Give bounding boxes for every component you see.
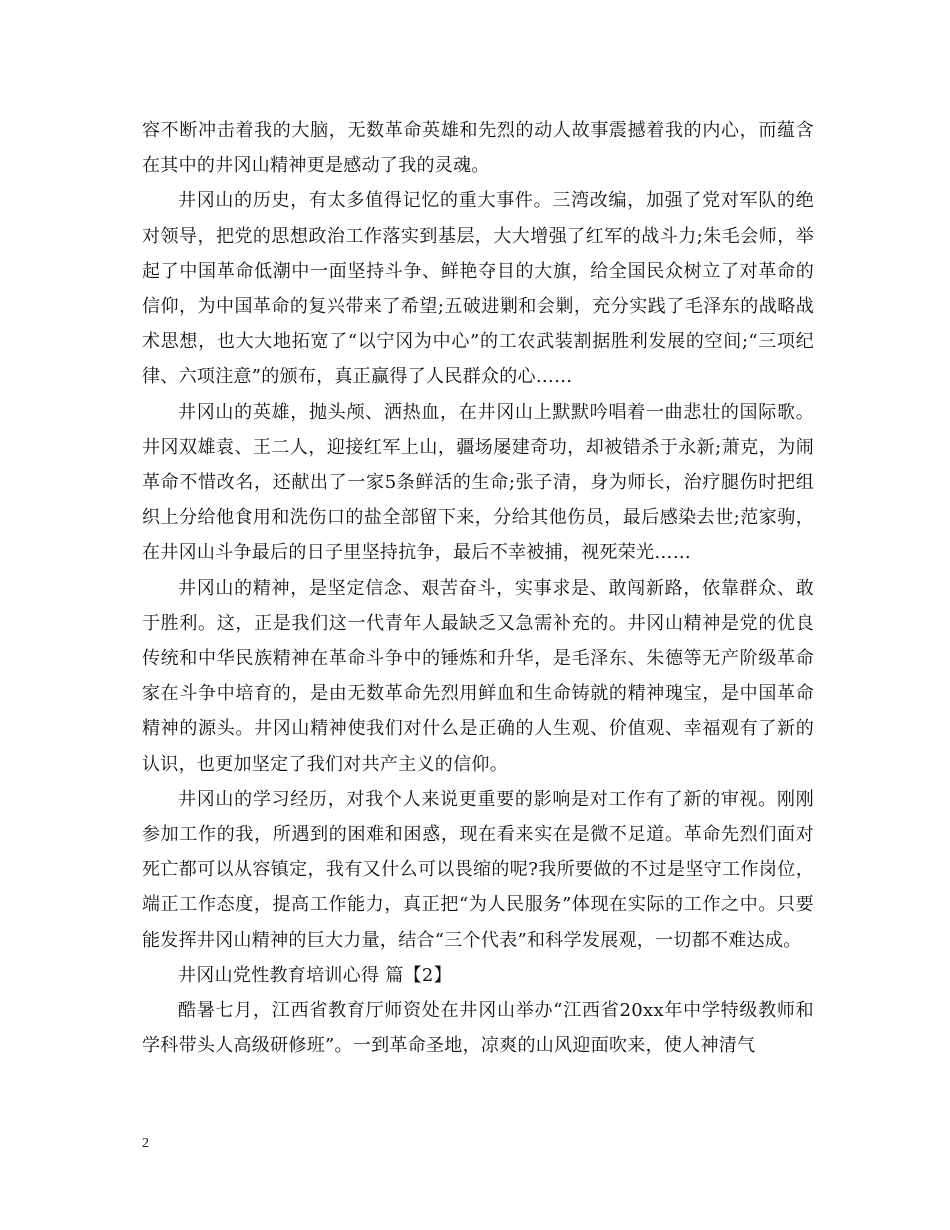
paragraph-study-experience: 井冈山的学习经历，对我个人来说更重要的影响是对工作有了新的审视。刚刚参加工作的我，所遇到的困难和困惑，现在看来实在是微不足道。革命先烈们面对死亡都可以从容镇定，我有又什么可以畏缩的呢?我所要做的不过是坚守工作岗位，端正工作态度，提高工作能力，真正把“为人民服务”体现在实际的工作之中。只要能发挥井冈山精神的巨大力量，结合“三个代表”和科学发展观，一切都不难达成。 — [142, 788, 814, 951]
paragraph-closing: 酷暑七月，江西省教育厅师资处在井冈山举办“江西省20xx年中学特级教师和学科带头人高级研修班”。一到革命圣地，凉爽的山风迎面吹来，使人神清气 — [142, 1000, 814, 1057]
document-body — [142, 113, 814, 1063]
page-number: 2 — [142, 1136, 149, 1151]
paragraph-spirit: 井冈山的精神，是坚定信念、艰苦奋斗，实事求是、敢闯新路，依靠群众、敢于胜利。这，正是我们这一代青年人最缺乏又急需补充的。井冈山精神是党的优良传统和中华民族精神在革命斗争中的锤炼和升华，是毛泽东、朱德等无产阶级革命家在斗争中培育的，是由无数革命先烈用鲜血和生命铸就的精神瑰宝，是中国革命精神的源头。井冈山精神使我们对什么是正确的人生观、价值观、幸福观有了新的认识，也更加坚定了我们对共产主义的信仰。 — [142, 577, 814, 775]
paragraph-history: 井冈山的历史，有太多值得记忆的重大事件。三湾改编，加强了党对军队的绝对领导，把党的思想政治工作落实到基层，大大增强了红军的战斗力;朱毛会师，举起了中国革命低潮中一面坚持斗争、鲜艳夺目的大旗，给全国民众树立了对革命的信仰，为中国革命的复兴带来了希望;五破进剿和会剿，充分实践了毛泽东的战略战术思想，也大大地拓宽了“以宁冈为中心”的工农武装割据胜利发展的空间;“三项纪律、六项注意”的颁布，真正赢得了人民群众的心…… — [142, 190, 814, 388]
paragraph-continuation: 容不断冲击着我的大脑，无数革命英雄和先烈的动人故事震撼着我的内心，而蕴含在其中的井冈山精神更是感动了我的灵魂。 — [142, 120, 814, 177]
section-heading: 井冈山党性教育培训心得 篇【2】 — [178, 964, 452, 986]
paragraph-heroes: 井冈山的英雄，抛头颅、洒热血，在井冈山上默默吟唱着一曲悲壮的国际歌。井冈双雄袁、王二人，迎接红军上山，疆场屡建奇功，却被错杀于永新;萧克，为闹革命不惜改名，还献出了一家5条鲜活的生命;张子清，身为师长，治疗腿伤时把组织上分给他食用和洗伤口的盐全部留下来，分给其他伤员，最后感染去世;范家驹，在井冈山斗争最后的日子里坚持抗争，最后不幸被捕，视死荣光…… — [142, 401, 814, 564]
